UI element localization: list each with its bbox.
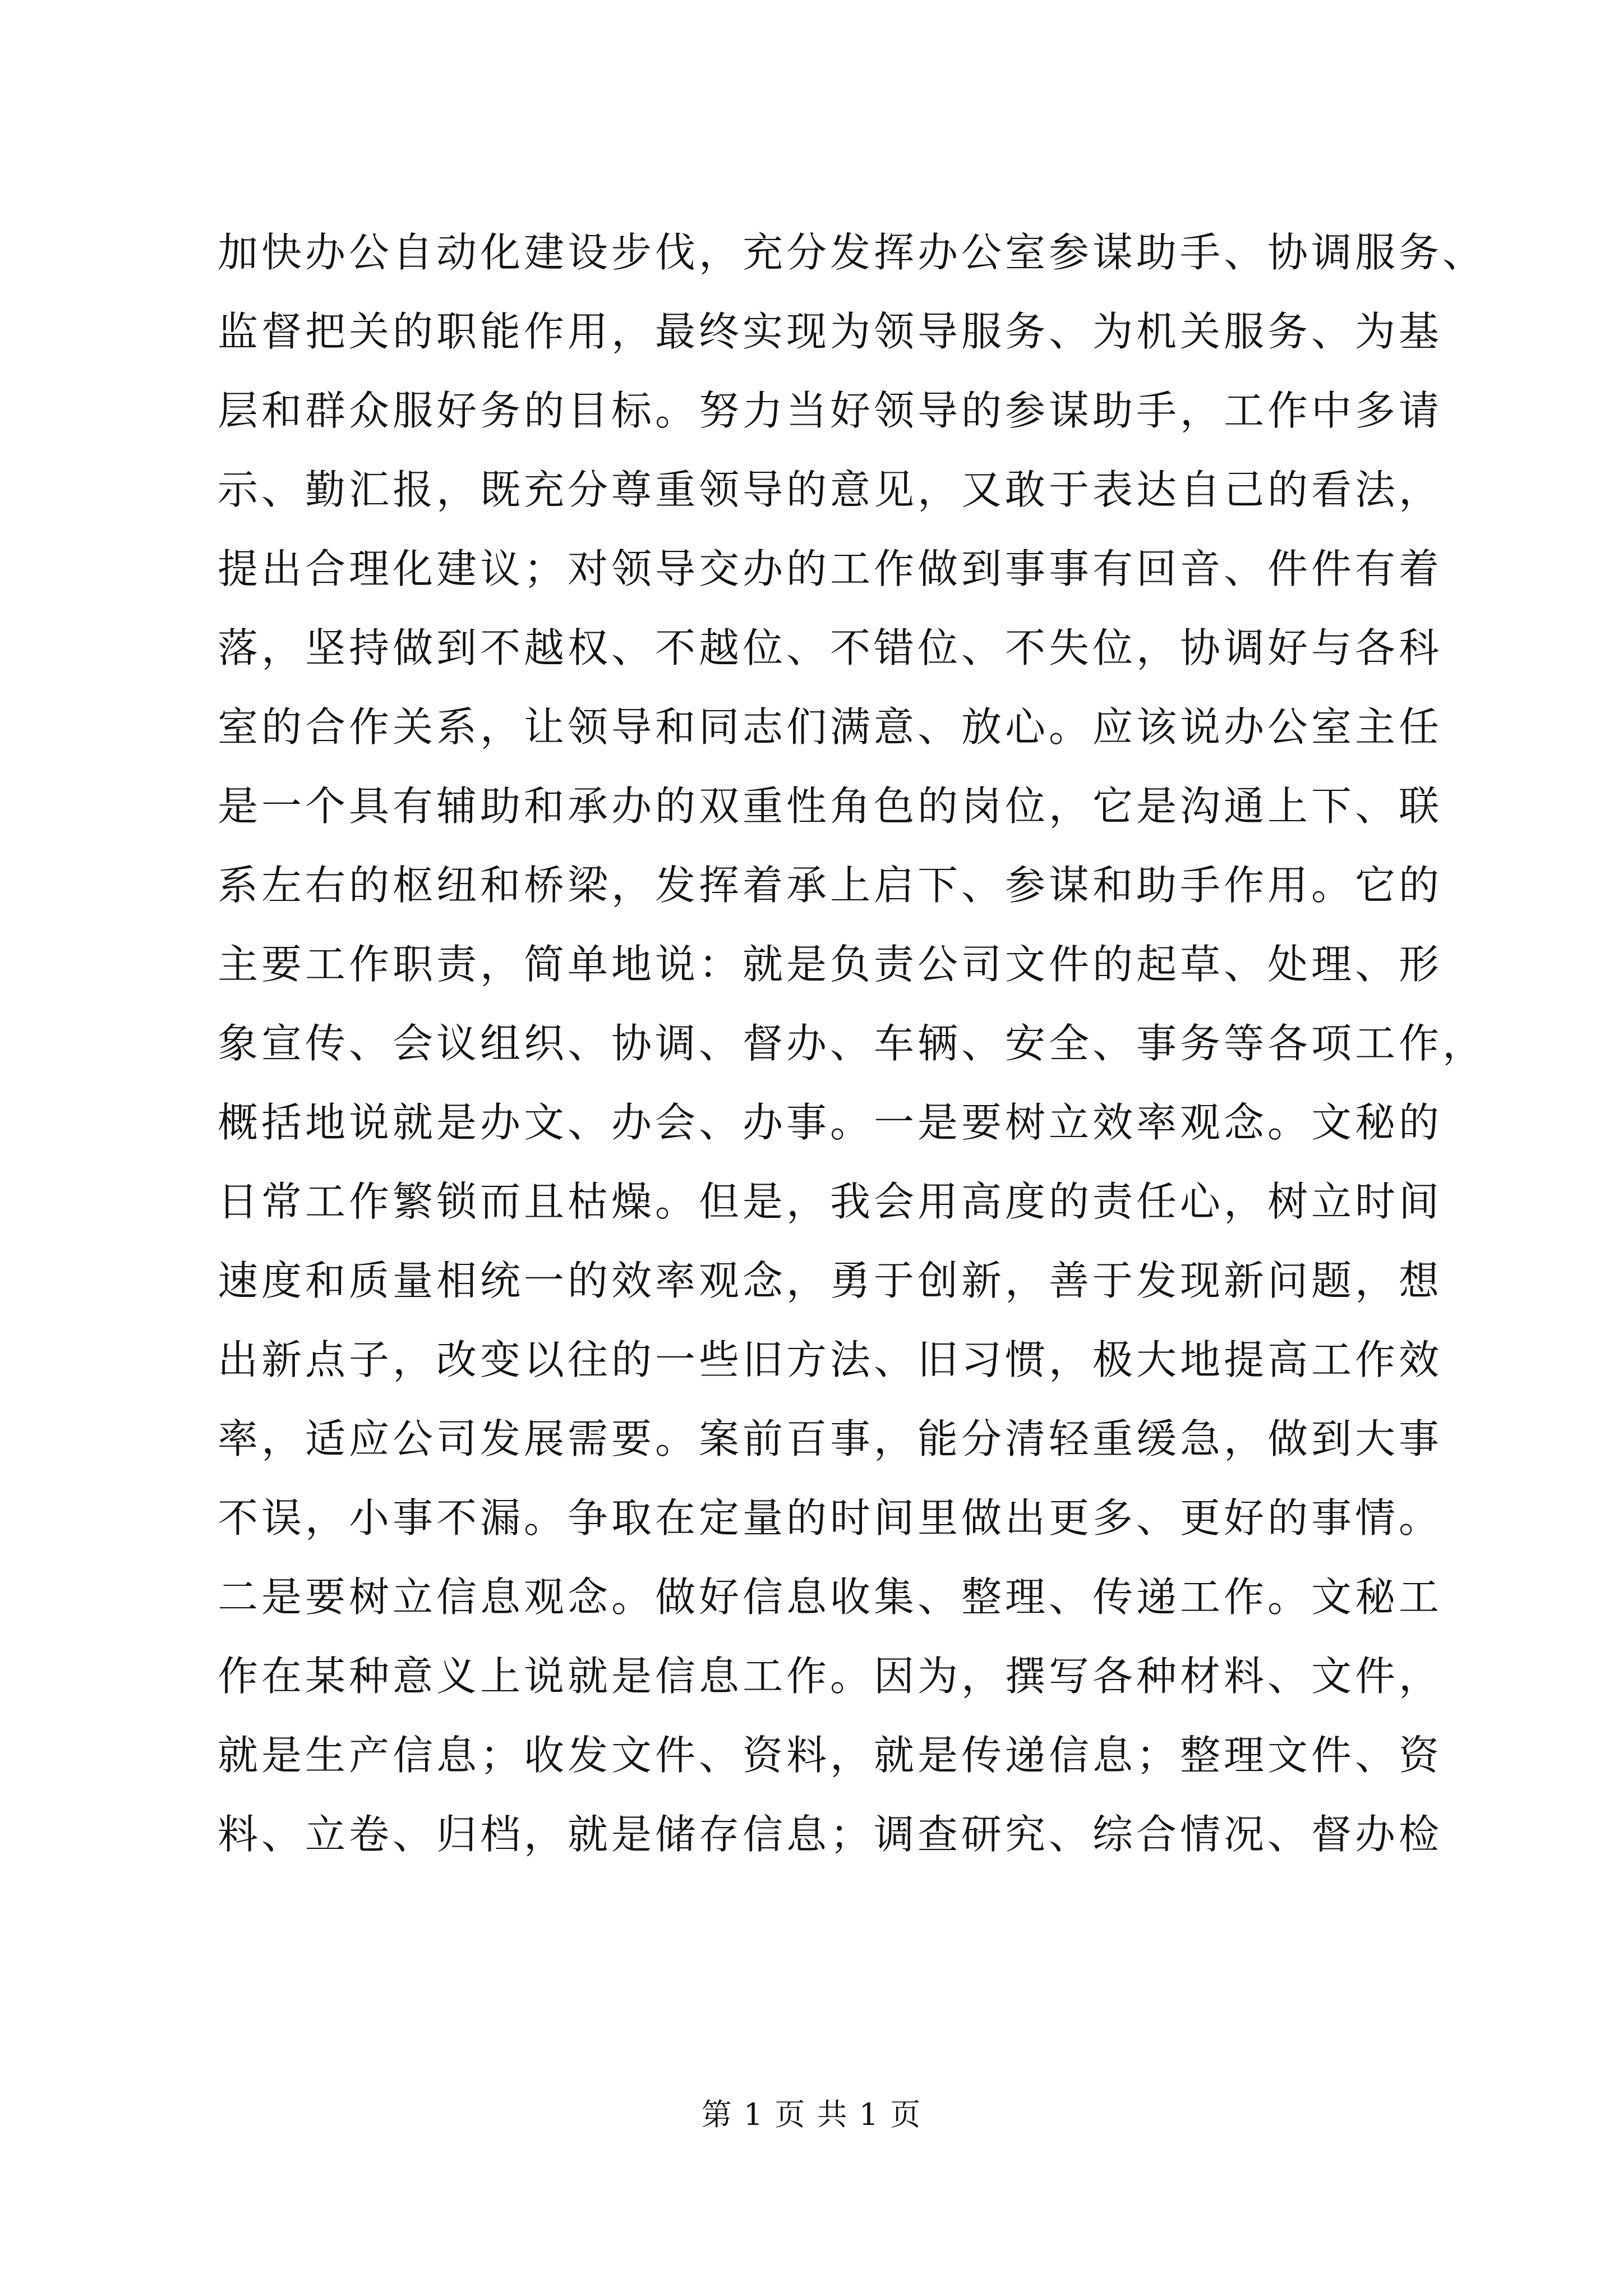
text-line: 落，坚持做到不越权、不越位、不错位、不失位，协调好与各科 <box>218 624 1443 671</box>
text-line: 主要工作职责，简单地说：就是负责公司文件的起草、处理、形 <box>218 941 1443 988</box>
text-line: 率，适应公司发展需要。案前百事，能分清轻重缓急，做到大事 <box>218 1415 1443 1462</box>
page-footer <box>0 2092 1623 2137</box>
text-line: 二是要树立信息观念。做好信息收集、整理、传递工作。文秘工 <box>218 1573 1443 1621</box>
text-line: 示、勤汇报，既充分尊重领导的意见，又敢于表达自己的看法， <box>218 466 1443 513</box>
text-line: 不误，小事不漏。争取在定量的时间里做出更多、更好的事情。 <box>218 1494 1443 1542</box>
text-line: 加快办公自动化建设步伐，充分发挥办公室参谋助手、协调服务、 <box>218 229 1487 276</box>
text-line: 概括地说就是办文、办会、办事。一是要树立效率观念。文秘的 <box>218 1099 1443 1146</box>
text-line: 作在某种意义上说就是信息工作。因为，撰写各种材料、文件， <box>218 1653 1443 1700</box>
text-line: 速度和质量相统一的效率观念，勇于创新，善于发现新问题，想 <box>218 1257 1443 1304</box>
text-line: 就是生产信息；收发文件、资料，就是传递信息；整理文件、资 <box>218 1732 1443 1779</box>
text-line: 室的合作关系，让领导和同志们满意、放心。应该说办公室主任 <box>218 703 1443 751</box>
text-line: 象宣传、会议组织、协调、督办、车辆、安全、事务等各项工作， <box>218 1020 1487 1067</box>
text-line: 料、立卷、归档，就是储存信息；调查研究、综合情况、督办检 <box>218 1811 1443 1858</box>
document-body <box>218 213 1487 1874</box>
text-line: 系左右的枢纽和桥梁，发挥着承上启下、参谋和助手作用。它的 <box>218 862 1443 909</box>
text-line: 提出合理化建议；对领导交办的工作做到事事有回音、件件有着 <box>218 545 1443 592</box>
text-line: 层和群众服好务的目标。努力当好领导的参谋助手，工作中多请 <box>218 387 1443 434</box>
text-line: 出新点子，改变以往的一些旧方法、旧习惯，极大地提高工作效 <box>218 1336 1443 1383</box>
page-number-label: 第 1 页 共 1 页 <box>701 2097 922 2132</box>
text-line: 是一个具有辅助和承办的双重性角色的岗位，它是沟通上下、联 <box>218 783 1443 830</box>
text-line: 监督把关的职能作用，最终实现为领导服务、为机关服务、为基 <box>218 308 1443 355</box>
text-line: 日常工作繁锁而且枯燥。但是，我会用高度的责任心，树立时间 <box>218 1178 1443 1225</box>
